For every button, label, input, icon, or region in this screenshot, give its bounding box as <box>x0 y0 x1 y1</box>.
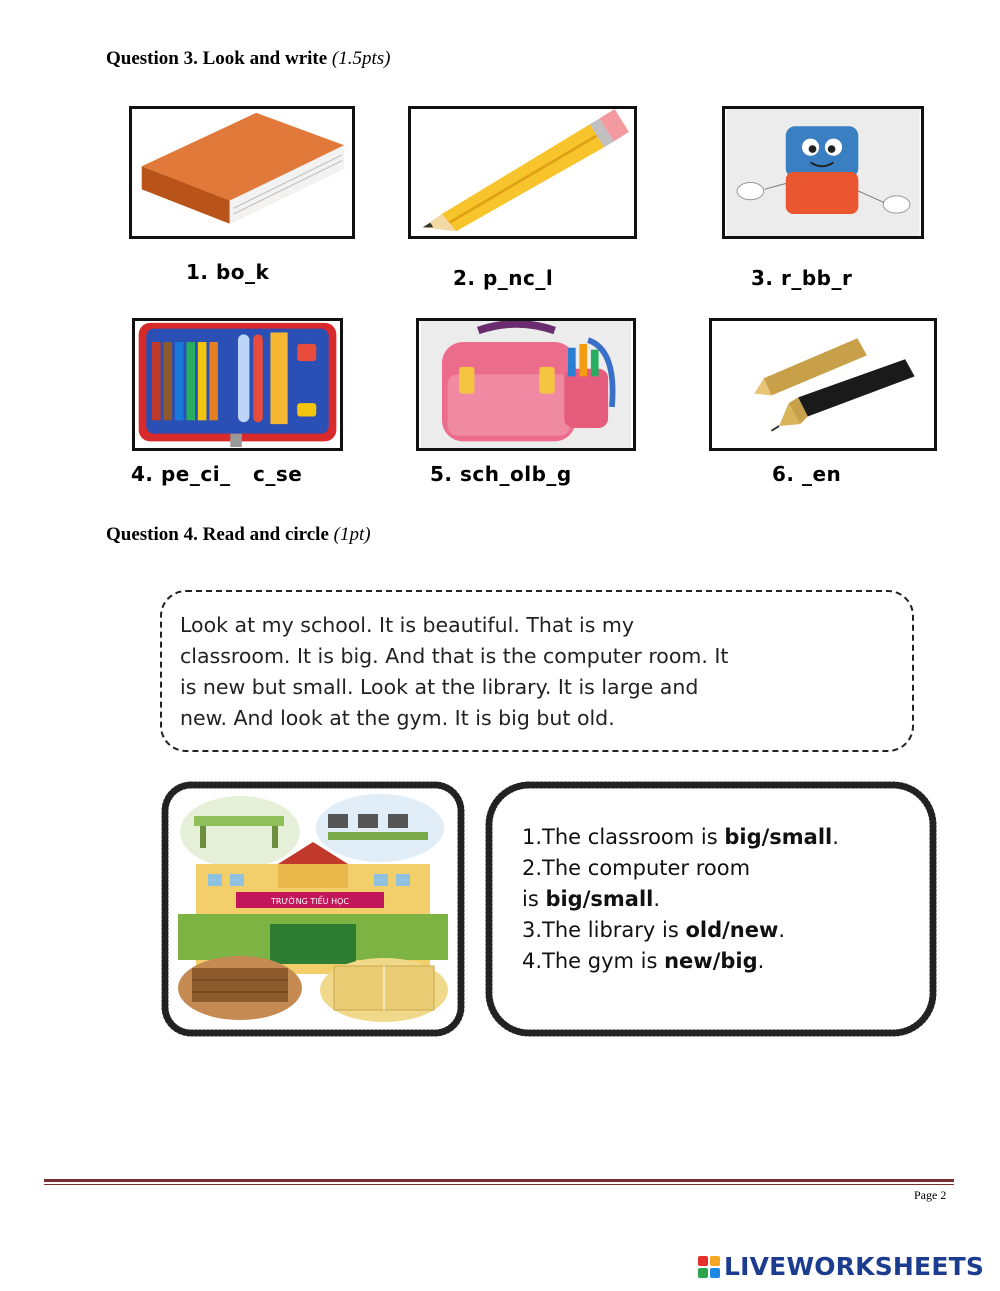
school-picture <box>178 794 448 1024</box>
liveworksheets-brand[interactable] <box>698 1252 984 1281</box>
passage-line: classroom. It is big. And that is the computer room. It <box>180 644 729 668</box>
item-4-label: 4. pe_ci_ c_se <box>131 462 303 486</box>
pencil-picture <box>408 106 637 239</box>
choice-big-small[interactable]: big/small <box>724 825 833 849</box>
answer-line-4: 4.The gym is new/big. <box>522 949 765 973</box>
choice-old-new[interactable]: old/new <box>685 918 779 942</box>
item-6-label: 6. _en <box>772 462 842 486</box>
reading-passage <box>160 590 914 752</box>
item-5-label: 5. sch_olb_g <box>430 462 572 486</box>
item-3-label: 3. r_bb_r <box>751 266 853 290</box>
passage-line: Look at my school. It is beautiful. That is my <box>180 613 634 637</box>
question-4-title: Question 4. Read and circle (1pt) <box>106 524 371 545</box>
school-bag-picture <box>416 318 636 451</box>
item-2-label: 2. p_nc_l <box>453 266 554 290</box>
book-picture <box>129 106 355 239</box>
footer-divider-thin <box>44 1184 954 1185</box>
passage-line: new. And look at the gym. It is big but old. <box>180 706 615 730</box>
answer-line-2: 2.The computer room <box>522 856 751 880</box>
pencil-case-picture <box>132 318 343 451</box>
choice-big-small[interactable]: big/small <box>545 887 654 911</box>
pen-picture <box>709 318 937 451</box>
school-sign: TRƯỜNG TIỂU HỌC <box>271 897 349 906</box>
brand-name: LIVEWORKSHEETS <box>724 1252 985 1281</box>
passage-line: is new but small. Look at the library. It is large and <box>180 675 699 699</box>
answer-line-1: 1.The classroom is big/small. <box>522 825 839 849</box>
rubber-picture <box>722 106 924 239</box>
liveworksheets-logo-icon <box>698 1256 720 1278</box>
choice-new-big[interactable]: new/big <box>664 949 758 973</box>
item-1-label: 1. bo_k <box>186 260 270 284</box>
answer-line-2b: is big/small. <box>522 887 661 911</box>
footer-divider <box>44 1179 954 1182</box>
page-number: Page 2 <box>914 1188 947 1202</box>
school-picture-frame <box>160 780 466 1038</box>
question-3-title: Question 3. Look and write (1.5pts) <box>106 48 391 69</box>
answer-list <box>522 822 839 977</box>
answer-line-3: 3.The library is old/new. <box>522 918 786 942</box>
